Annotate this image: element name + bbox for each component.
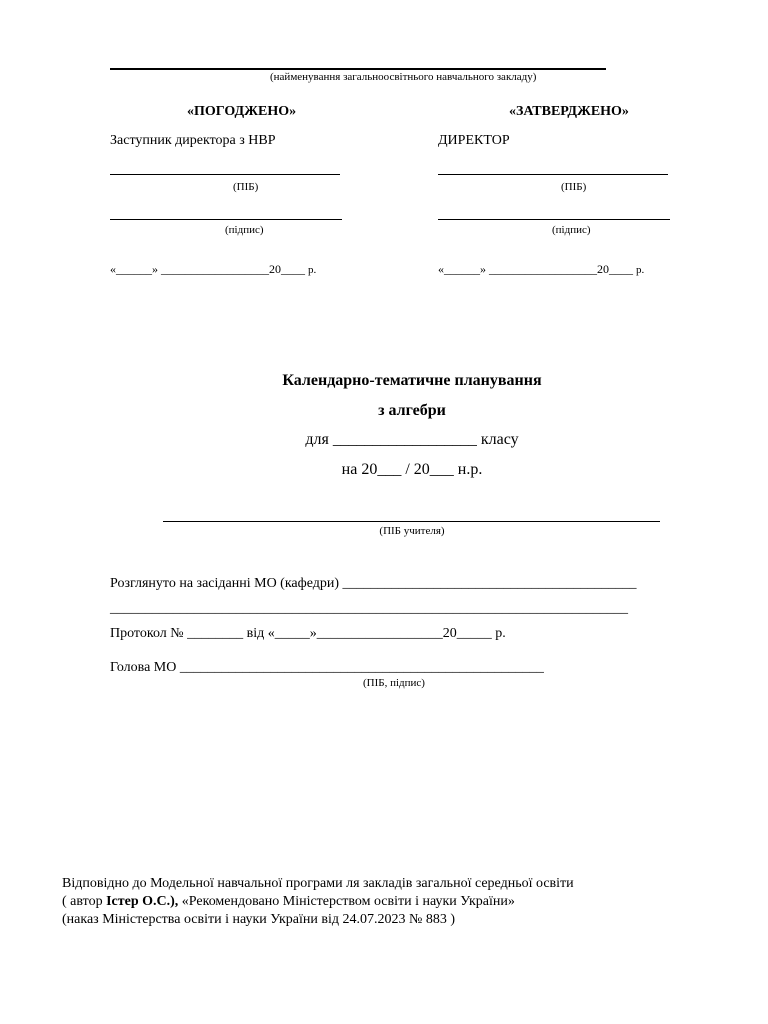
- approved-heading: «ЗАТВЕРДЖЕНО»: [509, 104, 629, 119]
- director-sign-caption: (підпис): [552, 224, 591, 236]
- deputy-name-line: [110, 174, 340, 175]
- teacher-name-line: [163, 521, 660, 522]
- deputy-date-line: [110, 262, 316, 277]
- school-year-line: на 20___ / 20___ н.р.: [341, 461, 483, 478]
- approved-agreed-heading: «ПОГОДЖЕНО»: [187, 104, 297, 119]
- director-role: ДИРЕКТОР: [438, 133, 510, 148]
- deputy-director-role: Заступник директора з НВР: [110, 133, 276, 148]
- footer-order-line: (наказ Міністерства освіти і науки України від 24.07.2023 № 883 ): [62, 912, 456, 927]
- director-date-line: [438, 262, 644, 277]
- deputy-date-suffix: р.: [308, 264, 317, 276]
- director-date-suffix: р.: [636, 264, 645, 276]
- institution-name-line: [110, 68, 606, 70]
- footer-author-line: [62, 894, 515, 910]
- deputy-name-caption: (ПІБ): [233, 181, 259, 193]
- deputy-date-text: «______» __________________20____: [110, 262, 305, 276]
- director-name-caption: (ПІБ): [561, 181, 587, 193]
- protocol-line: Протокол № ________ від «_____»__________________20_____ р.: [110, 626, 506, 641]
- footer-recommended: «Рекомендовано Міністерством освіти і науки України»: [181, 894, 515, 909]
- footer-author-prefix: ( автор: [62, 894, 107, 909]
- director-name-line: [438, 174, 668, 175]
- review-blank-line: __________________________________________________________________________: [110, 601, 628, 616]
- director-date-text: «______» __________________20____: [438, 262, 633, 276]
- deputy-sign-line: [110, 219, 342, 220]
- teacher-name-caption: (ПІБ учителя): [379, 525, 445, 537]
- footer-author-name: Істер О.С.),: [106, 894, 179, 909]
- mo-head-caption: (ПІБ, підпис): [363, 677, 425, 689]
- director-sign-line: [438, 219, 670, 220]
- institution-caption: (найменування загальноосвітнього навчального закладу): [270, 71, 537, 83]
- footer-program-line: Відповідно до Модельної навчальної програми ля закладів загальної середньої освіти: [62, 876, 574, 891]
- class-line: для __________________ класу: [305, 431, 519, 448]
- review-considered-line: Розглянуто на засіданні МО (кафедри) __________________________________________: [110, 576, 637, 591]
- document-title: Календарно-тематичне планування: [282, 372, 542, 389]
- subject-line: з алгебри: [378, 402, 446, 419]
- deputy-sign-caption: (підпис): [225, 224, 264, 236]
- mo-head-line: Голова МО ____________________________________________________: [110, 660, 544, 675]
